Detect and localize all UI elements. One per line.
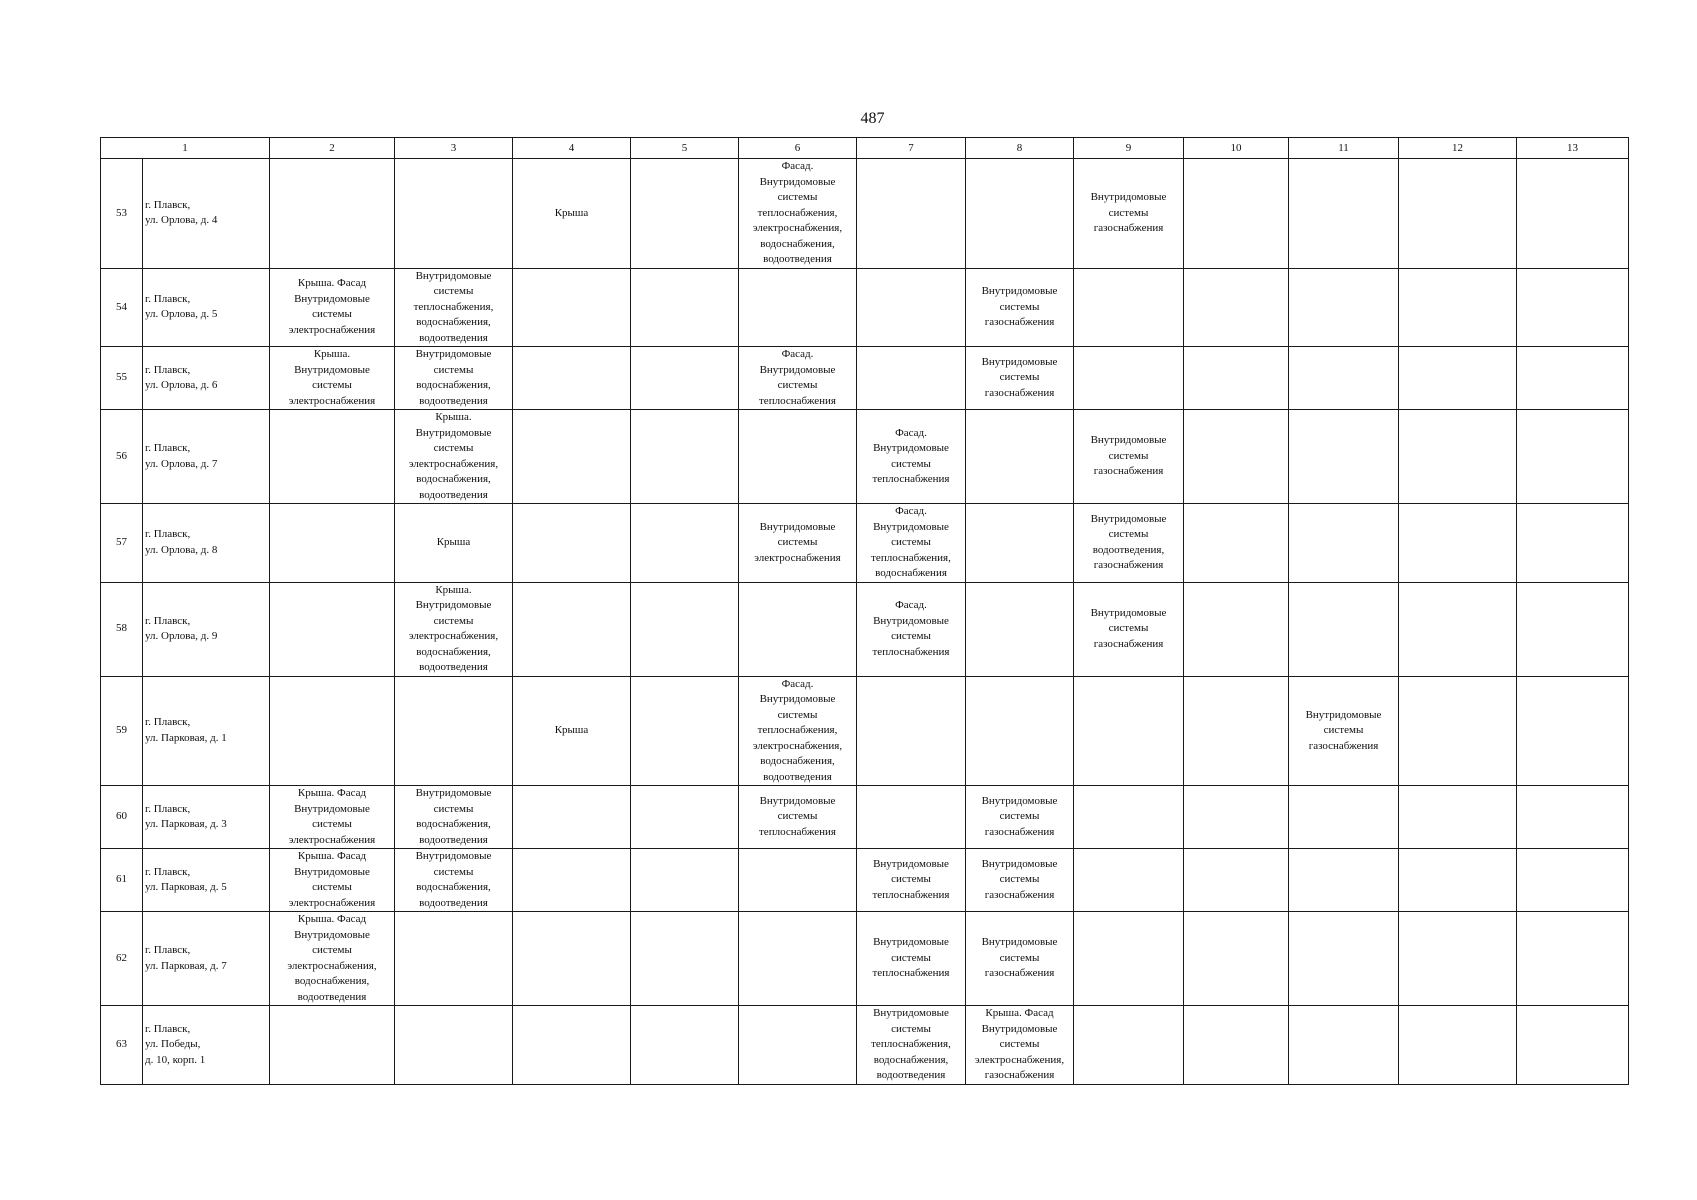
work-cell-col-2: [270, 676, 395, 786]
work-cell-col-7: [857, 786, 966, 849]
work-description: Внутридомовые системы газоснабжения: [1090, 434, 1167, 478]
work-description: Внутридомовые системы газоснабжения: [981, 794, 1058, 838]
work-cell-col-10: [1184, 912, 1289, 1006]
work-description: Внутридомовые системы газоснабжения: [1305, 708, 1382, 752]
column-header-8: 8: [966, 138, 1074, 159]
work-cell-col-11: [1289, 582, 1399, 676]
work-cell-col-10: [1184, 159, 1289, 269]
work-description: Фасад. Внутридомовые системы теплоснабжения, электроснабжения, водоснабжения, водоотведения: [752, 677, 843, 783]
work-description: Внутридомовые системы теплоснабжения, водоснабжения, водоотведения: [871, 1007, 951, 1081]
work-cell-col-8: [966, 786, 1074, 849]
work-cell-col-4: [513, 268, 631, 347]
address-text: г. Плавск, ул. Орлова, д. 5: [145, 292, 218, 321]
work-description: Внутридомовые системы теплоснабжения: [872, 857, 950, 901]
work-cell-col-12: [1399, 676, 1517, 786]
address-text: г. Плавск, ул. Орлова, д. 6: [145, 363, 218, 391]
column-header-12: 12: [1399, 138, 1517, 159]
work-cell-col-11: [1289, 159, 1399, 269]
work-cell-col-2: [270, 582, 395, 676]
work-cell-col-9: [1074, 159, 1184, 269]
work-cell-col-8: [966, 504, 1074, 583]
work-cell-col-3: [395, 676, 513, 786]
table-row: [101, 582, 1629, 676]
table-row: [101, 849, 1629, 912]
work-cell-col-5: [631, 410, 739, 504]
address-text: г. Плавск, ул. Парковая, д. 1: [145, 716, 227, 744]
work-cell-col-4: [513, 582, 631, 676]
work-cell-col-6: [739, 504, 857, 583]
work-cell-col-10: [1184, 582, 1289, 676]
work-cell-col-3: [395, 786, 513, 849]
table-row: [101, 1006, 1629, 1085]
work-cell-col-13: [1517, 347, 1629, 410]
column-header-13: 13: [1517, 138, 1629, 159]
work-cell-col-7: [857, 676, 966, 786]
work-cell-col-4: [513, 347, 631, 410]
work-cell-col-13: [1517, 268, 1629, 347]
work-cell-col-6: [739, 159, 857, 269]
work-description: Внутридомовые системы водоснабжения, водоотведения: [415, 348, 492, 407]
row-number: 60: [101, 786, 143, 849]
work-cell-col-11: [1289, 410, 1399, 504]
work-cell-col-3: [395, 268, 513, 347]
row-address: [143, 410, 270, 504]
work-cell-col-6: [739, 347, 857, 410]
work-cell-col-6: [739, 268, 857, 347]
work-cell-col-2: [270, 786, 395, 849]
row-address: [143, 1006, 270, 1085]
work-cell-col-3: [395, 582, 513, 676]
work-cell-col-8: [966, 159, 1074, 269]
work-description: Внутридомовые системы газоснабжения: [981, 936, 1058, 980]
column-header-10: 10: [1184, 138, 1289, 159]
work-cell-col-13: [1517, 1006, 1629, 1085]
work-cell-col-2: [270, 912, 395, 1006]
work-cell-col-4: [513, 786, 631, 849]
work-cell-col-4: [513, 1006, 631, 1085]
work-cell-col-12: [1399, 347, 1517, 410]
work-cell-col-12: [1399, 268, 1517, 347]
table-header: [101, 138, 1629, 159]
work-description: Внутридомовые системы газоснабжения: [1090, 606, 1167, 650]
work-cell-col-13: [1517, 504, 1629, 583]
work-cell-col-5: [631, 347, 739, 410]
address-text: г. Плавск, ул. Орлова, д. 8: [145, 528, 218, 556]
work-cell-col-5: [631, 504, 739, 583]
work-cell-col-7: [857, 159, 966, 269]
address-text: г. Плавск, ул. Орлова, д. 4: [145, 198, 218, 227]
work-cell-col-9: [1074, 268, 1184, 347]
work-cell-col-10: [1184, 268, 1289, 347]
work-cell-col-8: [966, 1006, 1074, 1085]
work-cell-col-5: [631, 912, 739, 1006]
work-cell-col-9: [1074, 410, 1184, 504]
work-cell-col-11: [1289, 268, 1399, 347]
work-cell-col-3: [395, 159, 513, 269]
work-cell-col-10: [1184, 786, 1289, 849]
work-cell-col-4: [513, 676, 631, 786]
work-description: Фасад. Внутридомовые системы теплоснабжения: [872, 426, 950, 485]
table-body: [101, 159, 1629, 1085]
work-description: Крыша: [554, 724, 589, 736]
address-text: г. Плавск, ул. Орлова, д. 7: [145, 442, 218, 470]
work-cell-col-5: [631, 582, 739, 676]
work-cell-col-2: [270, 849, 395, 912]
work-cell-col-12: [1399, 912, 1517, 1006]
work-cell-col-8: [966, 582, 1074, 676]
row-address: [143, 504, 270, 583]
work-cell-col-10: [1184, 676, 1289, 786]
work-cell-col-9: [1074, 786, 1184, 849]
work-cell-col-10: [1184, 849, 1289, 912]
work-description: Внутридомовые системы водоснабжения, водоотведения: [415, 850, 492, 909]
work-description: Фасад. Внутридомовые системы теплоснабжения, водоснабжения: [871, 505, 951, 579]
work-cell-col-12: [1399, 159, 1517, 269]
work-cell-col-3: [395, 1006, 513, 1085]
page-number: 487: [860, 110, 885, 127]
work-cell-col-3: [395, 912, 513, 1006]
work-cell-col-13: [1517, 582, 1629, 676]
work-cell-col-5: [631, 1006, 739, 1085]
row-address: [143, 786, 270, 849]
work-cell-col-12: [1399, 582, 1517, 676]
work-cell-col-12: [1399, 849, 1517, 912]
work-description: Крыша: [554, 206, 589, 219]
work-cell-col-6: [739, 1006, 857, 1085]
work-cell-col-9: [1074, 912, 1184, 1006]
work-description: Крыша. Фасад Внутридомовые системы электроснабжения: [288, 850, 376, 909]
work-cell-col-10: [1184, 347, 1289, 410]
row-number: 63: [101, 1006, 143, 1085]
work-cell-col-6: [739, 676, 857, 786]
work-cell-col-7: [857, 582, 966, 676]
row-number: 57: [101, 504, 143, 583]
work-cell-col-7: [857, 912, 966, 1006]
table-row: [101, 347, 1629, 410]
work-cell-col-9: [1074, 582, 1184, 676]
work-cell-col-6: [739, 582, 857, 676]
work-cell-col-7: [857, 410, 966, 504]
row-number: 59: [101, 676, 143, 786]
work-description: Крыша. Внутридомовые системы электроснабжения, водоснабжения, водоотведения: [408, 583, 499, 673]
work-cell-col-3: [395, 347, 513, 410]
work-cell-col-7: [857, 1006, 966, 1085]
work-cell-col-5: [631, 159, 739, 269]
table-row: [101, 912, 1629, 1006]
column-header-4: 4: [513, 138, 631, 159]
work-cell-col-13: [1517, 912, 1629, 1006]
work-cell-col-11: [1289, 347, 1399, 410]
work-cell-col-8: [966, 268, 1074, 347]
column-header-1: 1: [101, 138, 270, 159]
work-cell-col-12: [1399, 504, 1517, 583]
work-cell-col-3: [395, 410, 513, 504]
row-address: [143, 912, 270, 1006]
work-cell-col-5: [631, 676, 739, 786]
address-text: г. Плавск, ул. Парковая, д. 5: [145, 865, 227, 893]
work-cell-col-10: [1184, 504, 1289, 583]
work-description: Внутридомовые системы водоотведения, газоснабжения: [1090, 512, 1167, 572]
work-description: Внутридомовые системы газоснабжения: [981, 285, 1058, 328]
work-cell-col-6: [739, 912, 857, 1006]
work-cell-col-12: [1399, 1006, 1517, 1085]
work-cell-col-8: [966, 347, 1074, 410]
address-text: г. Плавск, ул. Парковая, д. 3: [145, 802, 227, 830]
table-row: [101, 786, 1629, 849]
row-address: [143, 159, 270, 269]
work-description: Внутридомовые системы газоснабжения: [1090, 191, 1167, 234]
work-cell-col-6: [739, 849, 857, 912]
work-cell-col-9: [1074, 676, 1184, 786]
work-cell-col-11: [1289, 504, 1399, 583]
row-address: [143, 849, 270, 912]
work-cell-col-8: [966, 849, 1074, 912]
work-cell-col-8: [966, 912, 1074, 1006]
work-cell-col-9: [1074, 849, 1184, 912]
work-description: Фасад. Внутридомовые системы теплоснабжения: [759, 348, 836, 407]
work-cell-col-11: [1289, 849, 1399, 912]
work-cell-col-13: [1517, 159, 1629, 269]
work-cell-col-2: [270, 1006, 395, 1085]
row-number: 56: [101, 410, 143, 504]
work-cell-col-13: [1517, 676, 1629, 786]
capital-repair-table: [100, 137, 1629, 1085]
table-row: [101, 504, 1629, 583]
work-cell-col-3: [395, 504, 513, 583]
work-description: Фасад. Внутридомовые системы теплоснабжения, электроснабжения, водоснабжения, водоотведения: [752, 160, 843, 265]
table-row: [101, 268, 1629, 347]
work-cell-col-4: [513, 912, 631, 1006]
work-cell-col-13: [1517, 849, 1629, 912]
work-description: Внутридомовые системы теплоснабжения, водоснабжения, водоотведения: [413, 269, 494, 344]
work-cell-col-13: [1517, 786, 1629, 849]
row-address: [143, 347, 270, 410]
column-header-2: 2: [270, 138, 395, 159]
work-cell-col-11: [1289, 1006, 1399, 1085]
column-header-11: 11: [1289, 138, 1399, 159]
work-description: Крыша: [436, 536, 471, 548]
column-header-3: 3: [395, 138, 513, 159]
work-cell-col-2: [270, 159, 395, 269]
address-text: г. Плавск, ул. Орлова, д. 9: [145, 614, 218, 642]
work-cell-col-8: [966, 410, 1074, 504]
row-number: 58: [101, 582, 143, 676]
work-cell-col-3: [395, 849, 513, 912]
work-cell-col-5: [631, 786, 739, 849]
work-cell-col-9: [1074, 347, 1184, 410]
work-description: Крыша. Фасад Внутридомовые системы электроснабжения: [288, 787, 376, 846]
work-cell-col-5: [631, 268, 739, 347]
row-number: 54: [101, 268, 143, 347]
work-cell-col-11: [1289, 676, 1399, 786]
column-header-6: 6: [739, 138, 857, 159]
work-cell-col-7: [857, 347, 966, 410]
work-cell-col-2: [270, 347, 395, 410]
column-header-5: 5: [631, 138, 739, 159]
work-cell-col-7: [857, 504, 966, 583]
work-cell-col-13: [1517, 410, 1629, 504]
work-description: Крыша. Фасад Внутридомовые системы электроснабжения, газоснабжения: [974, 1007, 1065, 1081]
column-number-row: [101, 138, 1629, 159]
table-row: [101, 159, 1629, 269]
row-address: [143, 268, 270, 347]
row-number: 55: [101, 347, 143, 410]
row-number: 62: [101, 912, 143, 1006]
column-header-7: 7: [857, 138, 966, 159]
work-cell-col-2: [270, 410, 395, 504]
work-description: Внутридомовые системы электроснабжения: [754, 520, 841, 564]
work-description: Крыша. Фасад Внутридомовые системы электроснабжения, водоснабжения, водоотведения: [287, 913, 377, 1003]
work-cell-col-11: [1289, 786, 1399, 849]
work-cell-col-10: [1184, 1006, 1289, 1085]
work-cell-col-12: [1399, 786, 1517, 849]
row-number: 61: [101, 849, 143, 912]
work-description: Внутридомовые системы газоснабжения: [981, 355, 1058, 399]
work-cell-col-9: [1074, 1006, 1184, 1085]
work-description: Крыша. Внутридомовые системы электроснабжения: [288, 348, 376, 407]
work-cell-col-9: [1074, 504, 1184, 583]
address-text: г. Плавск, ул. Парковая, д. 7: [145, 944, 227, 972]
work-cell-col-7: [857, 849, 966, 912]
work-cell-col-8: [966, 676, 1074, 786]
work-cell-col-7: [857, 268, 966, 347]
work-cell-col-11: [1289, 912, 1399, 1006]
row-address: [143, 676, 270, 786]
work-description: Внутридомовые системы теплоснабжения: [759, 794, 836, 838]
work-description: Фасад. Внутридомовые системы теплоснабжения: [872, 599, 950, 658]
work-description: Крыша. Внутридомовые системы электроснабжения, водоснабжения, водоотведения: [408, 411, 499, 501]
work-description: Внутридомовые системы теплоснабжения: [872, 936, 950, 980]
work-cell-col-6: [739, 786, 857, 849]
table-row: [101, 410, 1629, 504]
work-cell-col-5: [631, 849, 739, 912]
work-description: Внутридомовые системы газоснабжения: [981, 857, 1058, 901]
work-description: Внутридомовые системы водоснабжения, водоотведения: [415, 787, 492, 846]
row-number: 53: [101, 159, 143, 269]
row-address: [143, 582, 270, 676]
work-cell-col-12: [1399, 410, 1517, 504]
column-header-9: 9: [1074, 138, 1184, 159]
work-cell-col-4: [513, 504, 631, 583]
work-cell-col-4: [513, 849, 631, 912]
work-cell-col-4: [513, 159, 631, 269]
table-row: [101, 676, 1629, 786]
work-cell-col-2: [270, 504, 395, 583]
work-cell-col-4: [513, 410, 631, 504]
work-cell-col-10: [1184, 410, 1289, 504]
address-text: г. Плавск, ул. Победы, д. 10, корп. 1: [145, 1022, 206, 1066]
work-cell-col-6: [739, 410, 857, 504]
work-description: Крыша. Фасад Внутридомовые системы электроснабжения: [288, 277, 376, 336]
work-cell-col-2: [270, 268, 395, 347]
